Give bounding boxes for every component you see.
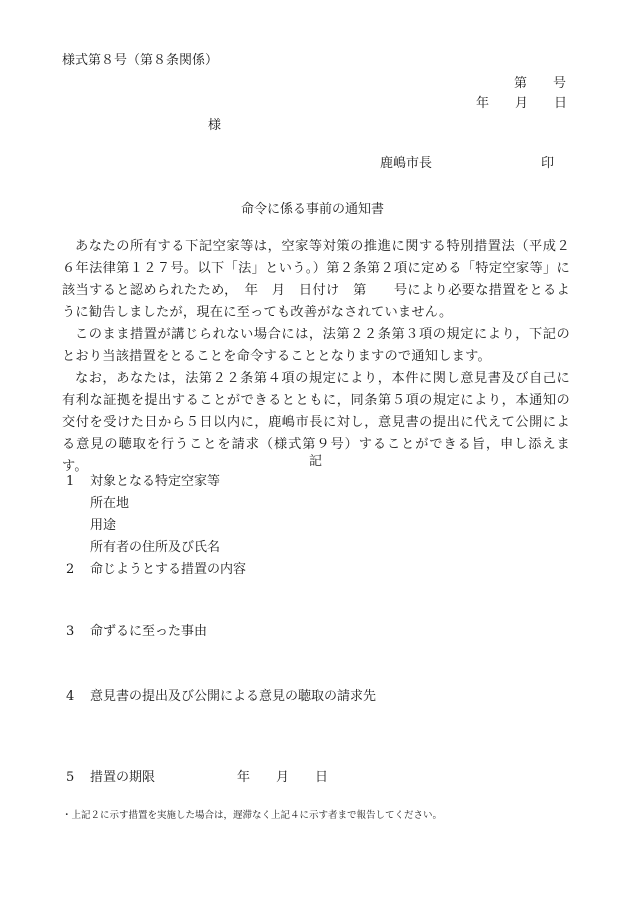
footnote: ・上記２に示す措置を実施した場合は，遅滞なく上記４に示す者まで報告してください。 — [62, 810, 443, 821]
recipient-suffix: 様 — [208, 118, 222, 133]
section-label: 命ずるに至った事由 — [90, 624, 208, 639]
section-label: 措置の期限 — [90, 770, 156, 785]
document-date: 年 月 日 — [476, 96, 568, 111]
body-paragraph-1: あなたの所有する下記空家等は，空家等対策の推進に関する特別措置法（平成２６年法律第１２７号。以下「法」という。）第２条第２項に定める「特定空家等」に該当すると認められたため， 年 月 日付け 第 号により必要な措置をとるように勧告しましたが，現在に至っても改善がなされていません。 — [62, 239, 570, 320]
section-label: 対象となる特定空家等 — [90, 474, 221, 489]
section-1-location: 所在地 — [90, 496, 130, 511]
deadline-date: 年 月 日 — [237, 770, 329, 785]
section-number: 5 — [66, 770, 75, 785]
body-paragraph-2: このまま措置が講じられない場合には，法第２２条第３項の規定により，下記のとおり当該措置をとることを命令することとなりますので通知します。 — [62, 327, 570, 364]
section-number: 4 — [66, 689, 75, 704]
form-label: 様式第８号（第８条関係） — [62, 53, 219, 68]
document-number: 第 号 — [514, 76, 567, 91]
section-number: 2 — [66, 562, 75, 577]
section-1-usage: 用途 — [90, 518, 117, 533]
document-title: 命令に係る事前の通知書 — [241, 202, 385, 217]
section-number: 3 — [66, 624, 75, 639]
section-1-owner: 所有者の住所及び氏名 — [90, 540, 221, 555]
section-label: 意見書の提出及び公開による意見の聴取の請求先 — [90, 689, 377, 704]
sender-name: 鹿嶋市長 — [380, 156, 433, 171]
ki-marker: 記 — [309, 454, 323, 469]
section-number: 1 — [66, 474, 75, 489]
section-label: 命じようとする措置の内容 — [90, 562, 247, 577]
body-paragraph-3: なお，あなたは，法第２２条第４項の規定により，本件に関し意見書及び自己に有利な証拠を提出することができるとともに，同条第５項の規定により，本通知の交付を受けた日から５日以内に，鹿嶋市長に対し，意見書の提出に代えて公開による意見の聴取を行うことを請求（様式第９号）することができる旨，申し添えます。 — [62, 371, 570, 474]
seal-mark: 印 — [541, 156, 555, 171]
